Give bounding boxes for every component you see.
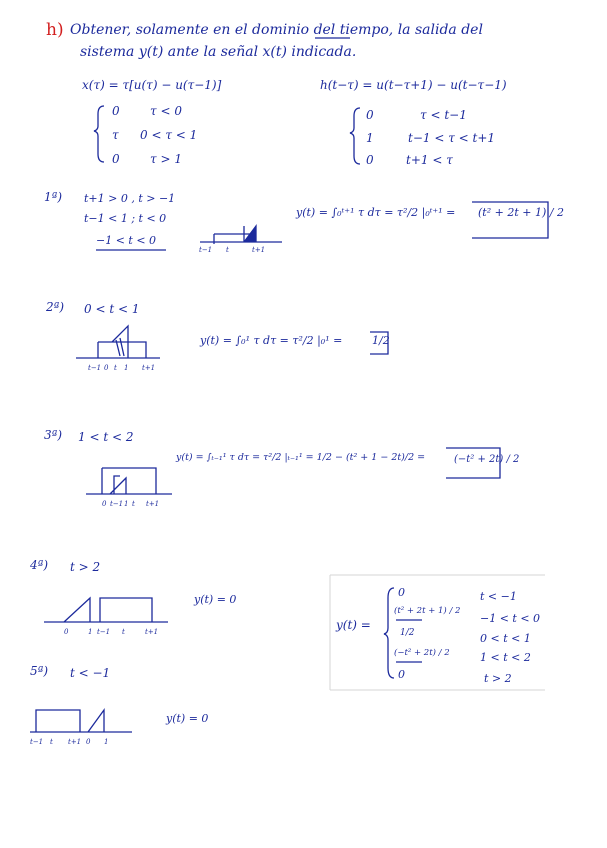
case-1-integral: y(t) = ∫₀ᵗ⁺¹ τ dτ = τ²/2 |₀ᵗ⁺¹ =: [296, 206, 456, 219]
case-4-axis-label: t: [122, 628, 125, 636]
case-5-label: 5ª): [30, 664, 49, 678]
x-definition: x(τ) = τ[u(τ) − u(τ−1)]: [82, 78, 222, 92]
case-3-label: 3ª): [44, 428, 63, 442]
case-5-axis-label: t+1: [68, 738, 82, 746]
case-4-condition: t > 2: [70, 560, 101, 574]
summary-fraction-bars: [396, 620, 422, 662]
case-2-result: 1/2: [372, 334, 390, 347]
case-1-sketch: [200, 226, 282, 244]
case-1-condition-c: −1 < t < 0: [96, 234, 157, 247]
case-4-result: y(t) = 0: [194, 593, 237, 606]
case-1-result: (t² + 2t + 1) / 2: [478, 206, 564, 219]
h-case-value: 0: [366, 153, 374, 167]
case-4-axis-label: 0: [64, 628, 69, 636]
summary-value: (t² + 2t + 1) / 2: [394, 606, 461, 616]
summary-condition: 0 < t < 1: [480, 632, 531, 645]
case-5-condition: t < −1: [70, 666, 111, 680]
x-case-value: 0: [112, 152, 120, 166]
case-1-condition-b: t−1 < 1 ; t < 0: [84, 212, 167, 225]
summary-condition: −1 < t < 0: [480, 612, 541, 625]
case-3-axis-label: 1: [124, 500, 129, 508]
h-case-condition: τ < t−1: [420, 108, 467, 122]
case-3-integral: y(t) = ∫ₜ₋₁¹ τ dτ = τ²/2 |ₜ₋₁¹ = 1/2 − (t² + 1 − 2t)/2 =: [176, 452, 426, 463]
x-case-value: 0: [112, 104, 120, 118]
h-definition: h(t−τ) = u(t−τ+1) − u(t−τ−1): [320, 78, 507, 92]
problem-letter: h): [46, 20, 64, 40]
case-1-axis-label: t: [226, 246, 229, 254]
case-5-axis-label: t: [50, 738, 53, 746]
case-2-integral: y(t) = ∫₀¹ τ dτ = τ²/2 |₀¹ =: [200, 334, 343, 347]
h-case-condition: t−1 < τ < t+1: [408, 131, 496, 145]
summary-value: 1/2: [400, 628, 415, 638]
case-4-sketch: [44, 598, 168, 622]
case-2-label: 2ª): [46, 300, 65, 314]
case-3-axis-label: t−1: [110, 500, 124, 508]
case-2-axis-label: t: [114, 364, 117, 372]
case-1-result-box: [472, 202, 548, 238]
case-2-result-box: [370, 332, 388, 354]
case-3-condition: 1 < t < 2: [78, 430, 134, 444]
case-2-condition: 0 < t < 1: [84, 302, 140, 316]
case-2-axis-label: 0: [104, 364, 109, 372]
case-2-axis-label: t+1: [142, 364, 156, 372]
summary-condition: 1 < t < 2: [480, 651, 531, 664]
case-5-axis-label: t−1: [30, 738, 44, 746]
case-4-axis-label: 1: [88, 628, 93, 636]
h-case-value: 0: [366, 108, 374, 122]
x-case-value: τ: [112, 128, 119, 142]
x-case-condition: τ > 1: [150, 152, 182, 166]
case-1-condition-a: t+1 > 0 , t > −1: [84, 192, 176, 205]
case-1-axis-label: t+1: [252, 246, 266, 254]
summary-border: [330, 575, 545, 690]
case-3-result-box: [446, 448, 500, 478]
problem-line-2: sistema y(t) ante la señal x(t) indicada.: [80, 44, 357, 60]
case-2-axis-label: 1: [124, 364, 129, 372]
case-3-result: (−t² + 2t) / 2: [454, 454, 520, 465]
x-case-condition: 0 < τ < 1: [140, 128, 198, 142]
case-4-axis-label: t−1: [97, 628, 111, 636]
case-5-axis-label: 1: [104, 738, 109, 746]
problem-line-1: Obtener, solamente en el dominio del tiempo, la salida del: [70, 22, 483, 38]
summary-value: 0: [398, 668, 405, 681]
case-2-axis-label: t−1: [88, 364, 102, 372]
x-cases-brace: [94, 106, 104, 162]
case-3-axis-label: t: [132, 500, 135, 508]
case-2-hatch: [116, 338, 124, 356]
case-1-label: 1ª): [44, 190, 63, 204]
case-4-label: 4ª): [30, 558, 49, 572]
case-3-axis-label: t+1: [146, 500, 160, 508]
case-4-axis-label: t+1: [145, 628, 159, 636]
summary-value: 0: [398, 586, 405, 599]
h-case-condition: t+1 < τ: [406, 153, 453, 167]
summary-lhs: y(t) =: [336, 618, 371, 632]
case-5-axis-label: 0: [86, 738, 91, 746]
case-3-sketch: [86, 468, 172, 494]
x-case-condition: τ < 0: [150, 104, 182, 118]
summary-value: (−t² + 2t) / 2: [394, 648, 450, 658]
summary-condition: t > 2: [484, 672, 512, 685]
case-5-sketch: [30, 710, 132, 732]
case-2-sketch: [76, 326, 160, 358]
h-case-value: 1: [366, 131, 374, 145]
case-1-axis-label: t−1: [199, 246, 213, 254]
summary-condition: t < −1: [480, 590, 517, 603]
summary-brace: [384, 588, 394, 678]
case-5-result: y(t) = 0: [166, 712, 209, 725]
case-3-axis-label: 0: [102, 500, 107, 508]
h-cases-brace: [350, 108, 360, 164]
